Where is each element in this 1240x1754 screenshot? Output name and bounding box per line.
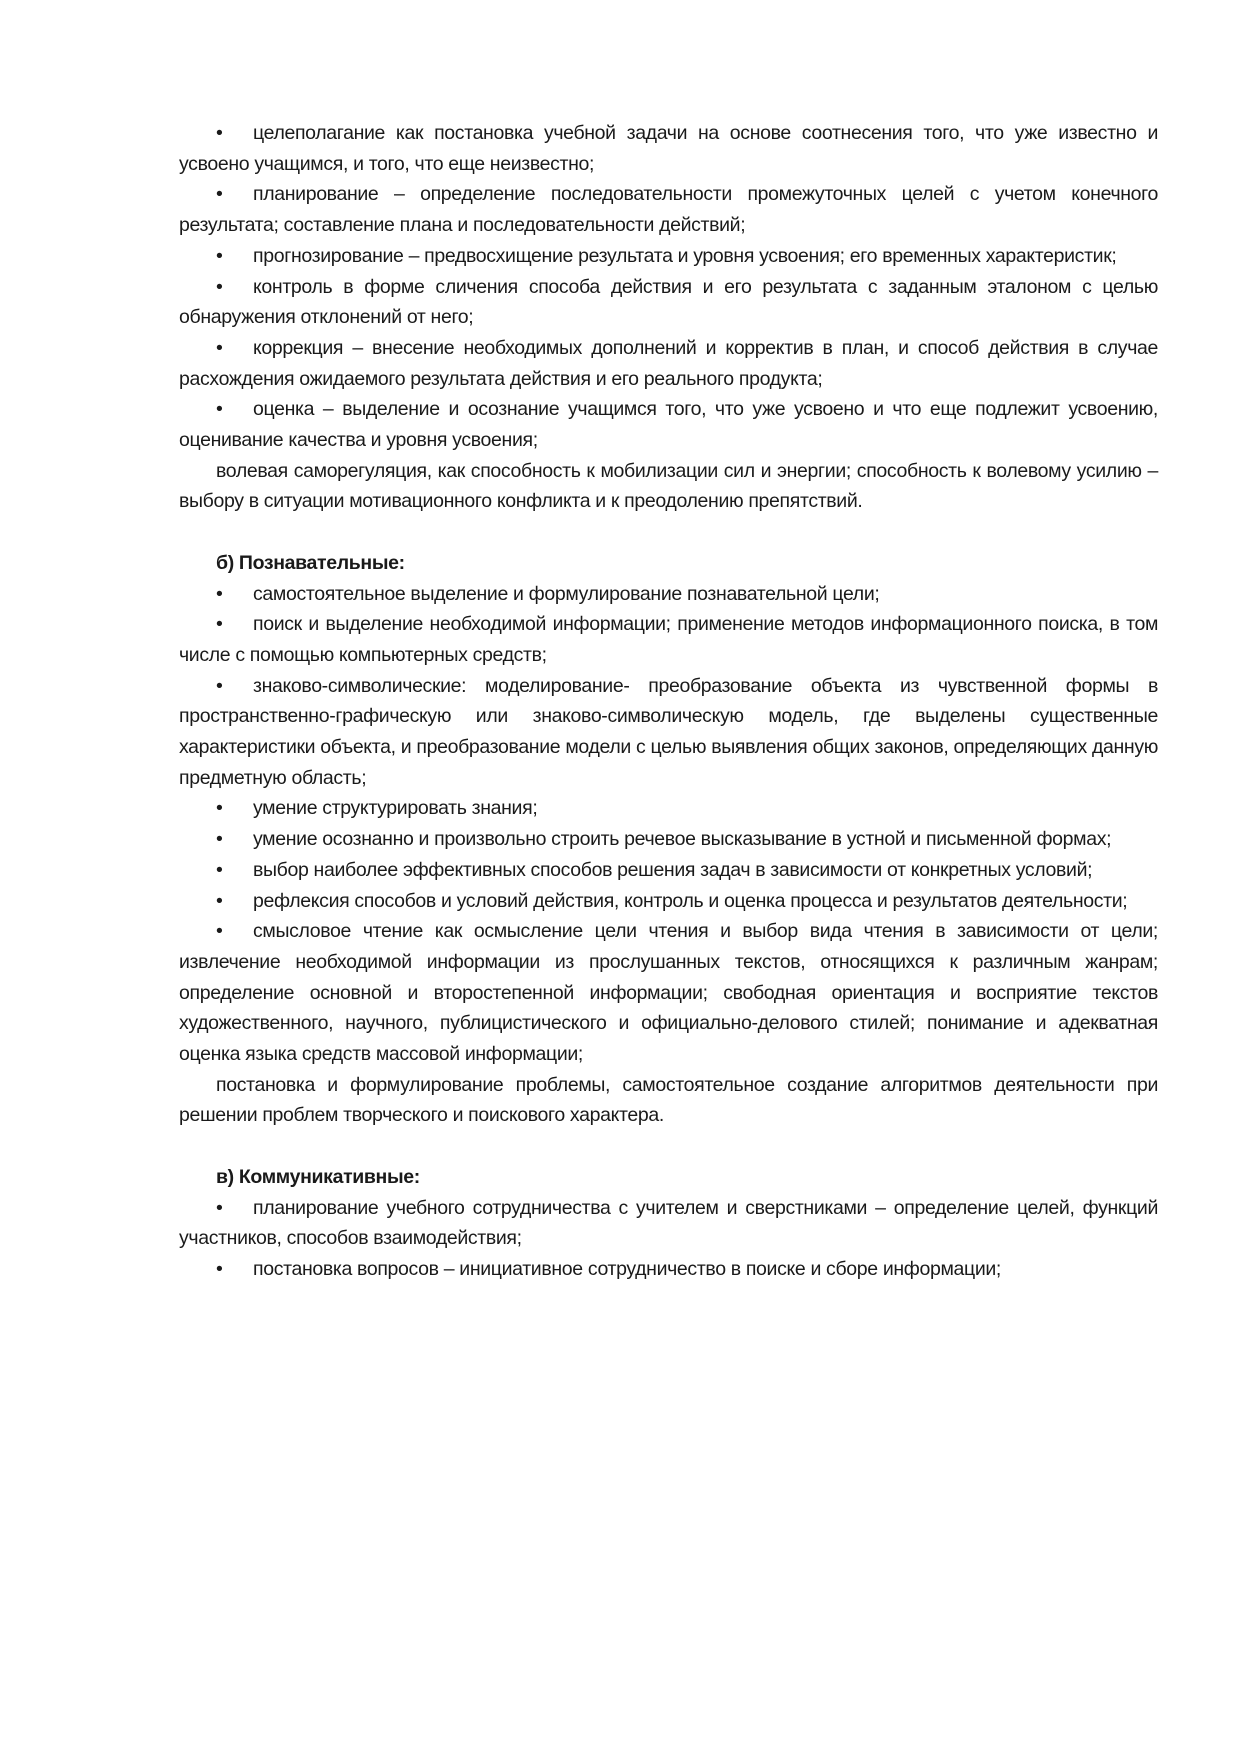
list-item: • поиск и выделение необходимой информации; применение методов информационного поиска, в том числе с помощью компьютерных средств; [179, 609, 1158, 670]
section-b [179, 548, 1158, 1131]
list-item: • коррекция – внесение необходимых дополнений и корректив в план, и способ действия в случае расхождения ожидаемого результата действия и его реального продукта; [179, 333, 1158, 394]
section-heading: в) Коммуникативные: [216, 1165, 420, 1188]
bullet-icon: • [216, 828, 223, 851]
bullet-icon: • [216, 920, 223, 943]
bullet-icon: • [216, 1196, 223, 1219]
bullet-icon: • [216, 797, 223, 820]
paragraph: постановка и формулирование проблемы, самостоятельное создание алгоритмов деятельности при решении проблем творческого и поискового характера. [179, 1073, 1158, 1127]
section-heading: б) Познавательные: [216, 551, 405, 574]
section-c [179, 1162, 1158, 1285]
list-item: • выбор наиболее эффективных способов решения задач в зависимости от конкретных условий; [179, 855, 1158, 886]
bullet-icon: • [216, 244, 223, 267]
list-item: • оценка – выделение и осознание учащимся того, что уже усвоено и что еще подлежит усвоению, оценивание качества и уровня усвоения; [179, 394, 1158, 455]
bullet-icon: • [216, 582, 223, 605]
bullet-icon: • [216, 275, 223, 298]
list-item: • рефлексия способов и условий действия, контроль и оценка процесса и результатов деятельности; [179, 886, 1158, 917]
bullet-icon: • [216, 613, 223, 636]
bullet-icon: • [216, 858, 223, 881]
bullet-icon: • [216, 674, 223, 697]
list-item: • планирование – определение последовательности промежуточных целей с учетом конечного результата; составление плана и последовательности действий; [179, 179, 1158, 240]
bullet-icon: • [216, 336, 223, 359]
document-page [179, 118, 1158, 1285]
section-a [179, 118, 1158, 517]
list-item: • постановка вопросов – инициативное сотрудничество в поиске и сборе информации; [179, 1254, 1158, 1285]
list-item: • знаково-символические: моделирование- преобразование объекта из чувственной формы в пространственно-графическую или знаково-символическую модель, где выделены существенные характеристики объекта, и преобразование модели с целью выявления общих законов, определяющих данную предметную область; [179, 671, 1158, 794]
bullet-icon: • [216, 183, 223, 206]
list-item: • целеполагание как постановка учебной задачи на основе соотнесения того, что уже известно и усвоено учащимся, и того, что еще неизвестно; [179, 118, 1158, 179]
list-item: • контроль в форме сличения способа действия и его результата с заданным эталоном с целью обнаружения отклонений от него; [179, 272, 1158, 333]
bullet-icon: • [216, 122, 223, 144]
paragraph: волевая саморегуляция, как способность к мобилизации сил и энергии; способность к волевому усилию – выбору в ситуации мотивационного конфликта и к преодолению препятствий. [179, 459, 1158, 513]
list-item: • прогнозирование – предвосхищение результата и уровня усвоения; его временных характеристик; [179, 241, 1158, 272]
list-item: • планирование учебного сотрудничества с учителем и сверстниками – определение целей, функций участников, способов взаимодействия; [179, 1193, 1158, 1254]
list-item: • умение осознанно и произвольно строить речевое высказывание в устной и письменной формах; [179, 824, 1158, 855]
bullet-icon: • [216, 1257, 223, 1280]
bullet-icon: • [216, 889, 223, 912]
list-item: • умение структурировать знания; [179, 793, 1158, 824]
bullet-icon: • [216, 398, 223, 421]
list-item: • смысловое чтение как осмысление цели чтения и выбор вида чтения в зависимости от цели; извлечение необходимой информации из прослушанных текстов, относящихся к различным жанрам; определение основной и второстепенной информации; свободная ориентация и восприятие текстов художественного, научного, публицистического и официально-делового стилей; понимание и адекватная оценка языка средств массовой информации; [179, 916, 1158, 1070]
list-item: • самостоятельное выделение и формулирование познавательной цели; [179, 579, 1158, 610]
